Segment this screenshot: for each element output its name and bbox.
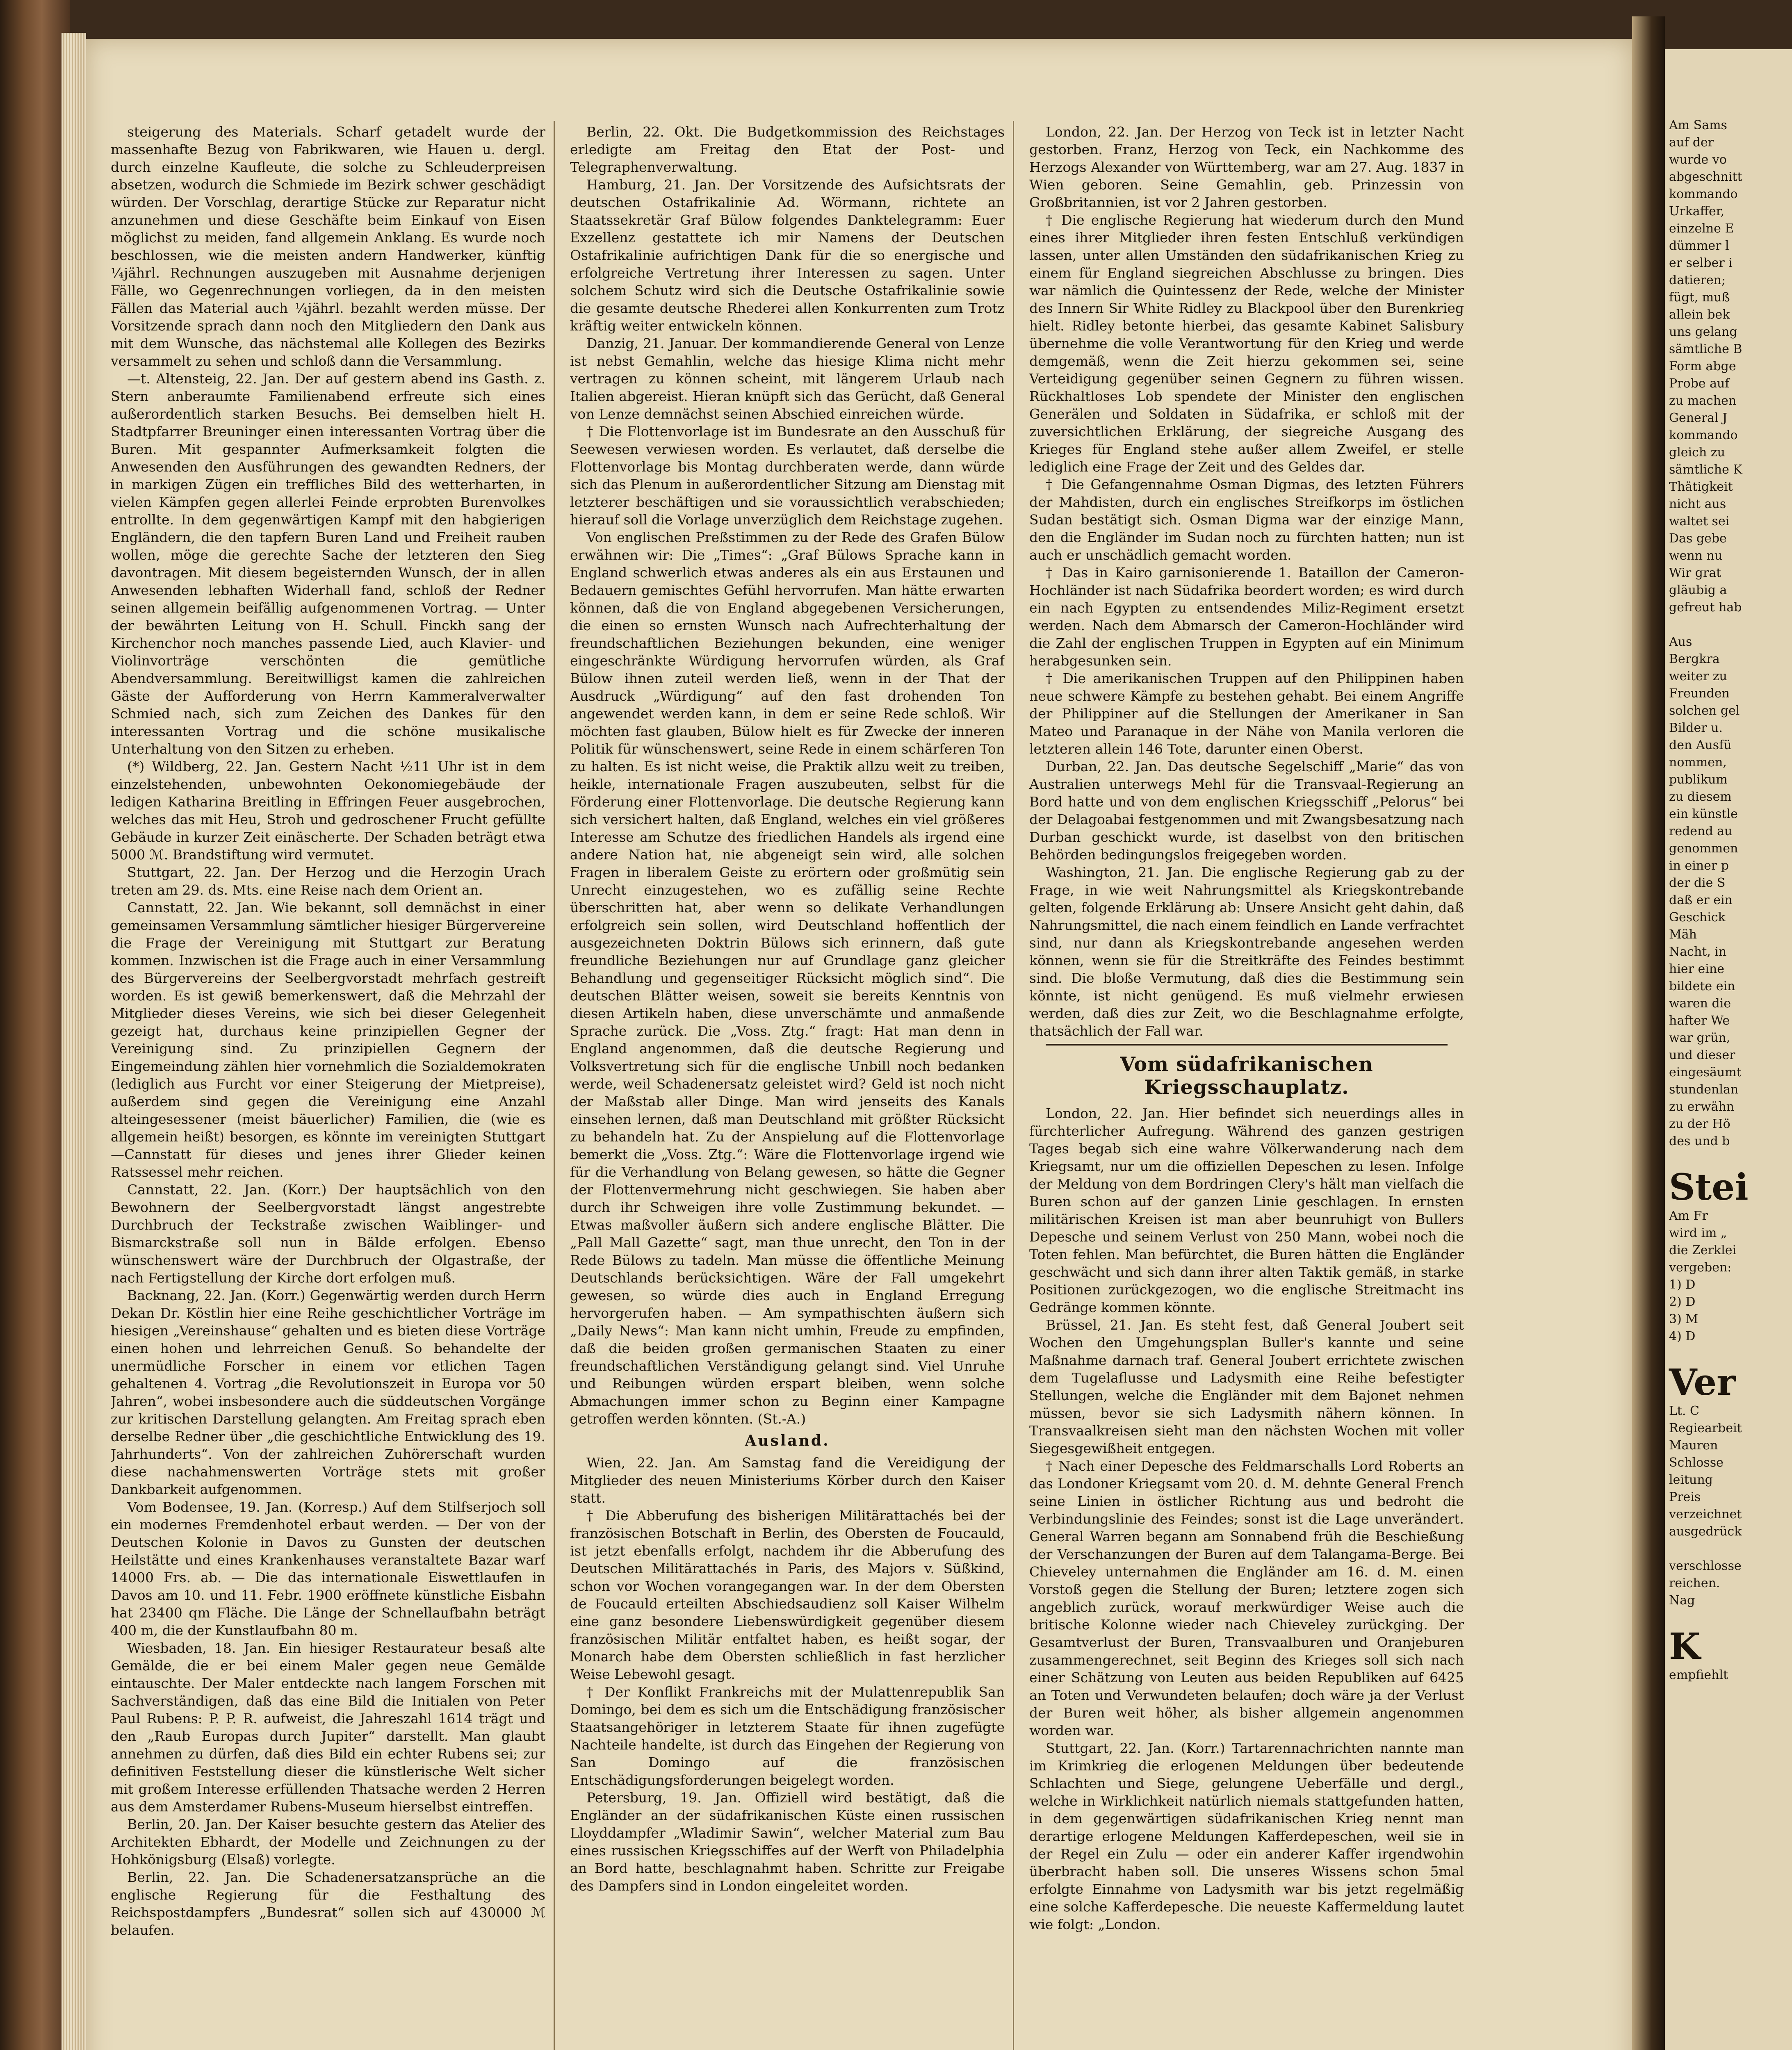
facing-page-line: reichen.	[1669, 1576, 1720, 1590]
section-divider	[1046, 1044, 1448, 1046]
facing-page-line: nicht aus	[1669, 497, 1726, 511]
article-paragraph: Stuttgart, 22. Jan. Der Herzog und die Herzogin Urach treten am 29. ds. Mts. eine Reise nach dem Orient an.	[111, 864, 545, 898]
article-paragraph: † Der Konflikt Frankreichs mit der Mulattenrepublik San Domingo, bei dem es sich um die Entschädigung französischer Staatsangehöriger in letzterem Staate für ihnen zugefügte Nachteile handelte, ist durch das Eingehen der Regierung von San Domingo auf die französischen Entschädigungsforderungen beigelegt worden.	[570, 1684, 1005, 1788]
facing-page-line: Bergkra	[1669, 652, 1720, 666]
facing-page-line: daß er ein	[1669, 893, 1733, 907]
article-paragraph: Cannstatt, 22. Jan. Wie bekannt, soll demnächst in einer gemeinsamen Versammlung sämtlicher hiesiger Bürgervereine die Frage der Vereinigung mit Stuttgart zur Beratung kommen. Inzwischen ist die Frage auch in einer Versammlung des Bürgervereins der Seelbergvorstadt mehrfach gestreift worden. Es ist gewiß bemerkenswert, daß die Mehrzahl der Mitglieder dieses Vereins, wie sich bei dieser Gelegenheit gezeigt hat, durchaus keine prinzipiellen Gegner der Vereinigung sind. Zu prinzipiellen Gegnern der Eingemeindung zählen hier vornehmlich die Sozialdemokraten (lediglich aus Furcht vor einer Steigerung der Mietpreise), außerdem sind gegen die Vereinigung eine Anzahl alteingesessener (meist bäuerlicher) Familien, die (wie es allgemein heißt) besorgen, es könnte im vereinigten Stuttgart—Cannstatt für dieses und jenes ihrer Glieder keinen Ratssessel mehr reichen.	[111, 900, 545, 1180]
facing-page-line: Form abge	[1669, 359, 1736, 374]
facing-page-line: verschlosse	[1669, 1559, 1742, 1573]
article-paragraph: Berlin, 22. Okt. Die Budgetkommission des Reichstages erledigte am Freitag den Etat der Post- und Telegraphenverwaltung.	[570, 124, 1005, 175]
facing-page-line: gleich zu	[1669, 445, 1725, 460]
facing-page-line: ein künstle	[1669, 807, 1738, 821]
facing-page-line: vergeben:	[1669, 1260, 1732, 1275]
facing-page-line: in einer p	[1669, 859, 1729, 873]
article-paragraph: † Das in Kairo garnisonierende 1. Bataillon der Cameron-Hochländer ist nach Südafrika beordert worden; es wird durch ein nach Egypten zu entsendendes Miliz-Regiment ersetzt werden. Nach dem Abmarsch der Cameron-Hochländer wird die Zahl der englischen Truppen in Egypten auf ein Minimum herabgesunken sein.	[1029, 565, 1464, 669]
article-paragraph: Berlin, 22. Jan. Die Schadenersatzansprüche an die englische Regierung für die Festhaltung des Reichspostdampfers „Bundesrat“ sollen sich auf 430000 ℳ belaufen.	[111, 1869, 545, 1938]
facing-page-line: Mäh	[1669, 927, 1697, 942]
facing-page-line: zu der Hö	[1669, 1117, 1730, 1131]
facing-page-line: Nacht, in	[1669, 945, 1727, 959]
facing-page-line: K	[1669, 1625, 1701, 1667]
article-paragraph: London, 22. Jan. Hier befindet sich neuerdings alles in fürchterlicher Aufregung. Während des ganzen gestrigen Tages begab sich eine wahre Völkerwanderung nach dem Kriegsamt, nur um die offiziellen Depeschen zu lesen. Infolge der Meldung von dem Bordringen Clery's hält man vielfach die Buren schon auf der ganzen Linie geschlagen. In ernsten militärischen Kreisen ist man aber beunruhigt von Bullers Depesche und seinem Verlust von 250 Mann, wobei noch die Toten fehlen. Man befürchtet, die Buren hätten die Engländer geschwächt und sich dann ihrer alten Taktik gemäß, in starke Positionen zurückgezogen, wo die englische Streitmacht ins Gedränge kommen könnte.	[1029, 1105, 1464, 1315]
article-paragraph: Vom Bodensee, 19. Jan. (Korresp.) Auf dem Stilfserjoch soll ein modernes Fremdenhotel erbaut werden. — Der von der Deutschen Kolonie in Davos zu Gunsten der deutschen Heilstätte und eines Krankenhauses veranstaltete Bazar warf 14000 Frs. ab. — Die das internationale Eiswettlaufen in Davos am 10. und 11. Febr. 1900 eröffnete künstliche Eisbahn hat 23400 qm Fläche. Die Länge der Schnellaufbahn beträgt 400 m, die der Kunstlaufbahn 80 m.	[111, 1499, 545, 1638]
facing-page-line: solchen gel	[1669, 704, 1740, 718]
article-paragraph: Danzig, 21. Januar. Der kommandierende General von Lenze ist nebst Gemahlin, welche das hiesige Klima nicht mehr vertragen zu können scheint, mit längerem Urlaub nach Italien abgereist. Hieran knüpft sich das Gerücht, daß General von Lenze demnächst seinen Abschied einreichen würde.	[570, 335, 1005, 422]
newspaper-page	[86, 39, 1632, 2050]
article-paragraph: Backnang, 22. Jan. (Korr.) Gegenwärtig werden durch Herrn Dekan Dr. Köstlin hier eine Reihe geschichtlicher Vorträge im hiesigen „Vereinshause“ gehalten und es bieten diese Vorträge einen hohen und lehrreichen Genuß. So behandelte der unermüdliche Forscher in einem vor etlichen Tagen gehaltenen 4. Vortrag „die Revolutionszeit in Europa vor 50 Jahren“, wobei insbesondere auch die süddeutschen Vorgänge zur kritischen Darstellung gelangten. Am Freitag sprach eben derselbe Redner über „die geschichtliche Entwicklung des 19. Jahrhunderts“. Von der zahlreichen Zuhörerschaft wurden diese nachahmenswerten Vorträge stets mit großer Dankbarkeit aufgenommen.	[111, 1287, 545, 1497]
facing-page-line: gefreut hab	[1669, 600, 1742, 615]
facing-page-line	[1669, 1540, 1792, 1558]
facing-page-line	[1669, 616, 1792, 633]
article-paragraph: † Die amerikanischen Truppen auf den Philippinen haben neue schwere Kämpfe zu bestehen gehabt. Bei einem Angriffe der Philippiner auf die Stellungen der Amerikaner in San Mateo und Paranaque in der Nähe von Manila verloren die letzteren allein 146 Tote, darunter einen Oberst.	[1029, 670, 1464, 757]
facing-page-line: wurde vo	[1669, 153, 1727, 167]
facing-page-line: allein bek	[1669, 308, 1730, 322]
article-paragraph: Wiesbaden, 18. Jan. Ein hiesiger Restaurateur besaß alte Gemälde, die er bei einem Maler gegen neue Gemälde eintauschte. Der Maler entdeckte nach langem Forschen mit Sachverständigen, daß das eine Bild die Initialen von Peter Paul Rubens: P. P. R. aufweist, die Jahreszahl 1614 trägt und den „Raub Europas durch Jupiter“ darstellt. Man glaubt annehmen zu dürfen, daß dies Bild ein echter Rubens sei; zur definitiven Feststellung dieser die künstlerische Welt sicher mit großem Interesse erfüllenden Thatsache werden 2 Herren aus dem Amsterdamer Rubens-Museum hierselbst eintreffen.	[111, 1640, 545, 1815]
article-paragraph: Stuttgart, 22. Jan. (Korr.) Tartarennachrichten nannte man im Krimkrieg die erlogenen Meldungen über bedeutende Schlachten und Siege, gelungene Ueberfälle und dergl., welche in Wirklichkeit natürlich niemals stattgefunden hatten, in dem gegenwärtigen südafrikanischen Krieg nennt man derartige erlogene Meldungen Kafferdepeschen, weil sie in der Regel ein Zulu — oder ein anderer Kaffer irgendwohin überbracht haben soll. Die unseres Wissens schon 5mal erfolgte Einnahme von Ladysmith war bis jetzt regelmäßig eine solche Kafferdepesche. Die neueste Kaffermeldung lautet wie folgt: „London.	[1029, 1740, 1464, 1932]
column-3	[1029, 123, 1464, 2050]
facing-page-line: eingesäumt	[1669, 1065, 1742, 1080]
article-paragraph: Hamburg, 21. Jan. Der Vorsitzende des Aufsichtsrats der deutschen Ostafrikalinie Ad. Wörmann, richtete an Staatssekretär Graf Bülow folgendes Danktelegramm: Euer Exzellenz gestattete ich mir Namens der Deutschen Ostafrikalinie aufrichtigen Dank für die so energische und erfolgreiche Vertretung ihrer Interessen zu sagen. Unter solchem Schutz wird sich die Deutsche Ostafrikalinie sowie die gesamte deutsche Rhederei allen Konkurrenten zum Trotz kräftig weiter entwickeln können.	[570, 177, 1005, 334]
facing-page-line: 4) D	[1669, 1329, 1696, 1344]
facing-page-line: Preis	[1669, 1490, 1701, 1504]
section-heading: Vom südafrikanischen Kriegsschauplatz.	[1120, 1053, 1373, 1099]
facing-page-line: sämtliche K	[1669, 462, 1742, 477]
facing-page-line: Lt. C	[1669, 1404, 1700, 1418]
article-paragraph: † Die Gefangennahme Osman Digmas, des letzten Führers der Mahdisten, durch ein englisches Streifkorps im östlichen Sudan bestätigt sich. Osman Digma war der einzige Mann, den die Engländer im Sudan noch zu fürchten hatten; nun ist auch er unschädlich gemacht worden.	[1029, 476, 1464, 563]
facing-page-line: Probe auf	[1669, 376, 1730, 391]
column-1	[111, 123, 545, 2050]
facing-page-line: zu machen	[1669, 394, 1737, 408]
facing-page-line: Wir grat	[1669, 566, 1721, 580]
facing-page-line: bildete ein	[1669, 979, 1735, 993]
column-rule	[554, 121, 555, 2050]
article-paragraph: † Die Flottenvorlage ist im Bundesrate an den Ausschuß für Seewesen verwiesen worden. Es verlautet, daß derselbe die Flottenvorlage bis Montag durchberaten werde, dann würde sich das Plenum in außerordentlicher Sitzung am Dienstag mit letzterer beschäftigen und sie voraussichtlich verabschieden; hierauf soll die Vorlage unverzüglich dem Reichstage zugehen.	[570, 424, 1005, 528]
page-stack-edge	[62, 33, 86, 2050]
facing-page-line: der die S	[1669, 876, 1726, 890]
facing-page-line: Stei	[1669, 1166, 1749, 1208]
facing-page-line: Freunden	[1669, 686, 1730, 701]
facing-page-line: einzelne E	[1669, 221, 1734, 236]
facing-page-line: wenn nu	[1669, 549, 1723, 563]
facing-page-line: Thätigkeit	[1669, 480, 1733, 494]
article-paragraph: (*) Wildberg, 22. Jan. Gestern Nacht ½11 Uhr ist in dem einzelstehenden, unbewohnten Oekonomiegebäude der ledigen Katharina Breitling in Effringen Feuer ausgebrochen, welches das mit Heu, Stroh und gedroschener Frucht gefüllte Gebäude in kurzer Zeit einäscherte. Der Schaden beträgt etwa 5000 ℳ. Brandstiftung wird vermutet.	[111, 758, 545, 863]
facing-page-line: genommen	[1669, 841, 1738, 856]
facing-page-line: Das gebe	[1669, 531, 1727, 546]
facing-page-line: hier eine	[1669, 962, 1724, 976]
facing-page-line: Urkaffer,	[1669, 204, 1725, 219]
facing-page-line: Geschick	[1669, 910, 1726, 925]
facing-page-fragment	[1665, 49, 1792, 2050]
facing-page-line: zu erwähn	[1669, 1100, 1734, 1114]
facing-page-text	[1669, 49, 1792, 1684]
facing-page-line: kommando	[1669, 428, 1738, 442]
article-paragraph: Berlin, 20. Jan. Der Kaiser besuchte gestern das Atelier des Architekten Ebhardt, der Modelle und Zeichnungen zu der Hohkönigsburg (Elsaß) vorlegte.	[111, 1816, 545, 1868]
facing-page-line: 2) D	[1669, 1295, 1696, 1309]
facing-page-line: leitung	[1669, 1473, 1713, 1487]
book-gutter	[1632, 16, 1665, 2050]
facing-page-line: und dieser	[1669, 1048, 1735, 1062]
facing-page-line: hafter We	[1669, 1014, 1730, 1028]
article-paragraph: † Die Abberufung des bisherigen Militärattachés bei der französischen Botschaft in Berlin, des Obersten de Foucauld, ist jetzt ebenfalls erfolgt, nachdem ihr die Abberufung des Deutschen Militärattachés in Paris, des Majors v. Süßkind, schon vor Wochen vorangegangen war. In der dem Obersten de Foucauld erteilten Abschiedsaudienz soll Kaiser Wilhelm eine ganz besondere Liebenswürdigkeit gegenüber diesem französischen Militär entfaltet haben, es heißt sogar, der Monarch habe dem Obersten schließlich in fast herzlicher Weise Lebewohl gesagt.	[570, 1508, 1005, 1682]
facing-page-line: des und b	[1669, 1134, 1730, 1148]
facing-page-line: war grün,	[1669, 1031, 1730, 1045]
facing-page-line: empfiehlt	[1669, 1668, 1728, 1682]
article-paragraph: —t. Altensteig, 22. Jan. Der auf gestern abend ins Gasth. z. Stern anberaumte Familienabend erfreute sich eines außerordentlich starken Besuchs. Bei demselben hielt H. Stadtpfarrer Breuninger einen interessanten Vortrag über die Buren. Mit gespannter Aufmerksamkeit folgten die Anwesenden den Ausführungen des gewandten Redners, der in markigen Zügen ein treffliches Bild des wetterharten, in vielen Kämpfen gegen allerlei Feinde erprobten Burenvolkes entrollte. In dem gegenwärtigen Kampf mit den habgierigen Engländern, die den tapfern Buren Land und Freiheit rauben wollen, möge die gerechte Sache der letzteren den Sieg davontragen. Mit diesem begeisternden Wunsch, der in allen Anwesenden lebhaften Widerhall fand, schloß der Redner seinen allgemein beifällig aufgenommenen Vortrag. — Unter der bewährten Leitung von H. Schull. Finckh sang der Kirchenchor noch manches passende Lied, auch Klavier- und Violinvorträge verschönten die gemütliche Abendversammlung. Bereitwilligst kamen die zahlreichen Gäste der Aufforderung von Herrn Kammeralverwalter Schmied nach, sich zum Zeichen des Dankes für den interessanten Vortrag und die schöne musikalische Unterhaltung von den Sitzen zu erheben.	[111, 371, 545, 757]
article-paragraph: Petersburg, 19. Jan. Offiziell wird bestätigt, daß die Engländer an der südafrikanischen Küste einen russischen Lloyddampfer „Wladimir Sawin“, welcher Material zum Bau eines russischen Kriegsschiffes auf der Werft von Philadelphia an Bord hatte, beschlagnahmt haben. Schritte zur Freigabe des Dampfers sind in London eingeleitet worden.	[570, 1790, 1005, 1894]
facing-page-line: fügt, muß	[1669, 290, 1730, 305]
facing-page-line: Mauren	[1669, 1438, 1718, 1453]
column-2	[570, 123, 1005, 2050]
facing-page-line: Schlosse	[1669, 1456, 1724, 1470]
article-paragraph: Wien, 22. Jan. Am Samstag fand die Vereidigung der Mitglieder des neuen Ministeriums Körber durch den Kaiser statt.	[570, 1455, 1005, 1506]
facing-page-line: redend au	[1669, 824, 1733, 838]
facing-page-line: waltet sei	[1669, 514, 1730, 528]
facing-page-line: die Zerklei	[1669, 1243, 1737, 1257]
facing-page-line: uns gelang	[1669, 325, 1737, 339]
facing-page-line: wird im „	[1669, 1226, 1727, 1240]
facing-page-line: General J	[1669, 411, 1728, 425]
facing-page-line: kommando	[1669, 187, 1738, 201]
facing-page-line: sämtliche B	[1669, 342, 1742, 356]
facing-page-line: verzeichnet	[1669, 1507, 1742, 1522]
article-paragraph: Von englischen Preßstimmen zu der Rede des Grafen Bülow erwähnen wir: Die „Times“: „Graf Bülows Sprache kann in England schwerlich etwas anderes als ein aus Erstaunen und Bedauern gemischtes Gefühl hervorrufen. Man hätte erwarten können, daß die von England abgegebenen Versicherungen, die einen so ernsten Wunsch nach Aufrechterhaltung der freundschaftlichen Beziehungen bekunden, eine weniger eingeschränkte Würdigung hervorrufen würden, als Graf Bülow ihnen zuteil werden ließ, wenn in der That der Ausdruck „Würdigung“ auf den fast drohenden Ton angewendet werden kann, in dem er seine Rede schloß. Wir möchten fast glauben, Bülow hielt es für Zwecke der inneren Politik für wünschenswert, seine Rede in einem schärferen Ton zu halten. Es ist nicht weise, die Praktik allzu weit zu treiben, heikle, internationale Fragen auszubeuten, selbst für die Förderung einer Flottenvorlage. Die deutsche Regierung kann sich versichert halten, daß England, welches ein viel größeres Interesse am Schutze des friedlichen Handels als irgend eine andere Nation hat, nie abgeneigt sein wird, alle solchen Fragen in liberalem Geiste zu erörtern oder großmütig sein Unrecht einzugestehen, wo es zufällig seine Rechte überschritten hat, aber wenn so delikate Verhandlungen erfolgreich sein sollen, wird Deutschland hoffentlich der ausgezeichneten Doktrin Bülows sich erinnern, daß gute freundliche Beziehungen nur auf Grundlage ganz gleicher Behandlung und gegenseitiger Rücksicht möglich sind“. Die deutschen Blätter weisen, soweit sie bereits Kenntnis von diesen Artikeln haben, diese unverschämte und anmaßende Sprache zurück. Die „Voss. Ztg.“ fragt: Hat man denn in England angenommen, daß die deutsche Regierung und Volksvertretung sich für die englische Unbill noch bedanken werde, weil Schadenersatz geleistet wird? Geld ist noch nicht der Maßstab aller Dinge. Man wird jenseits des Kanals einsehen lernen, daß man Deutschland mit größter Rücksicht zu behandeln hat. Zu der Anspielung auf die Flottenvorlage bemerkt die „Voss. Ztg.“: Wäre die Flottenvorlage irgend wie für die Verhandlung von Belang gewesen, so hätte die Gegner der Flottenvermehrung nicht geschwiegen. Sie haben aber durch ihr Schweigen ihre volle Zustimmung bekundet. — Etwas maßvoller äußern sich andere englische Blätter. Die „Pall Mall Gazette“ sagt, man thue unrecht, den Ton in der Rede Bülows zu tadeln. Man müsse die öffentliche Meinung Deutschlands berücksichtigen. Wäre der Fall umgekehrt gewesen, so würde dies auch in England Erregung hervorgerufen haben. — Am sympathischten äußern sich „Daily News“: Man kann nicht umhin, Freude zu empfinden, daß die beiden großen germanischen Staaten zu einer freundschaftlichen Verständigung gelangt sind. Viel Unruhe und Reibungen würden erspart bleiben, wenn solche Abmachungen immer schon zu Beginn einer Kampagne getroffen werden könnten. (St.-A.)	[570, 529, 1005, 1427]
article-paragraph: Durban, 22. Jan. Das deutsche Segelschiff „Marie“ das von Australien unterwegs Mehl für die Transvaal-Regierung an Bord hatte und von dem englischen Kriegsschiff „Pelorus“ bei der Delagoabai festgenommen und mit Zwangsbesatzung nach Durban geschickt wurde, ist daselbst von den britischen Behörden bedingungslos freigegeben worden.	[1029, 758, 1464, 863]
facing-page-line: auf der	[1669, 135, 1714, 150]
facing-page-line: weiter zu	[1669, 669, 1727, 683]
article-paragraph: † Nach einer Depesche des Feldmarschalls Lord Roberts an das Londoner Kriegsamt vom 20. d. M. dehnte General French seine Linien in östlicher Richtung aus und bedroht die Verbindungslinie des Feindes; sonst ist die Lage unverändert. General Warren begann am Sonnabend früh die Beschießung der Verschanzungen der Buren auf dem Talangama-Berge. Bei Chieveley unternahmen die Engländer am 16. d. M. einen Vorstoß gegen die Stellung der Buren; letztere zogen sich angeblich zurück, worauf merkwürdiger Weise auch die britische Kolonne wieder nach Chieveley zurückging. Der Gesamtverlust der Buren, Transvaalburen und Oranjeburen zusammengerechnet, seit Beginn des Krieges soll sich nach einer Schätzung von Leuten aus beiden Republiken auf 6425 an Toten und Verwundeten belaufen; doch wäre ja der Verlust der Buren weit höher, als bisher allgemein angenommen worden war.	[1029, 1458, 1464, 1738]
article-paragraph: Washington, 21. Jan. Die englische Regierung gab zu der Frage, in wie weit Nahrungsmittel als Kriegskontrebande gelten, folgende Erklärung ab: Unsere Ansicht geht dahin, daß Nahrungsmittel, die nach einem feindlich en Lande verfrachtet sind, nur dann als Kriegskontrebande angesehen werden können, wenn sie für die Streitkräfte des Feindes bestimmt sind. Die bloße Vermutung, daß dies die Bestimmung sein könnte, ist nicht genügend. Es muß vielmehr erwiesen werden, daß dies zur Zeit, wo die Beschlagnahme erfolgte, thatsächlich der Fall war.	[1029, 864, 1464, 1039]
facing-page-line: Am Fr	[1669, 1209, 1708, 1223]
facing-page-line: dümmer l	[1669, 239, 1729, 253]
facing-page-line: Nag	[1669, 1593, 1695, 1608]
facing-page-line: zu diesem	[1669, 790, 1732, 804]
article-paragraph: † Die englische Regierung hat wiederum durch den Mund eines ihrer Mitglieder ihren festen Entschluß verkündigen lassen, unter allen Umständen den südafrikanischen Krieg zu einem für England siegreichen Abschlusse zu bringen. Dies war nämlich die Quintessenz der Rede, welche der Minister des Innern Sir White Ridley zu Blackpool über den Burenkrieg hielt. Ridley betonte hierbei, das gesamte Kabinet Salisbury übernehme die volle Verantwortung für den Krieg und werde demgemäß, wenn die Zeit hierzu gekommen sei, seine Verteidigung gegenüber seinen Gegnern zu führen wissen. Rückhaltloses Lob spendete der Minister den englischen Generälen und Soldaten in Südafrika, er schloß mit der zuversichtlichen Erklärung, der siegreiche Ausgang des Krieges für England stehe außer allem Zweifel, er stelle lediglich eine Frage der Zeit und des Geldes dar.	[1029, 212, 1464, 475]
facing-page-line: publikum	[1669, 772, 1728, 787]
facing-page-line: Aus	[1669, 635, 1692, 649]
facing-page-line: Am Sams	[1669, 118, 1727, 132]
facing-page-line: stundenlan	[1669, 1082, 1739, 1097]
facing-page-line: ausgedrück	[1669, 1524, 1742, 1539]
facing-page-line: nommen,	[1669, 755, 1727, 770]
facing-page-line: 1) D	[1669, 1278, 1696, 1292]
facing-page-line: Regiearbeit	[1669, 1421, 1742, 1435]
facing-page-line: den Ausfü	[1669, 738, 1732, 752]
column-rule	[1013, 121, 1014, 2050]
facing-page-line: datieren;	[1669, 273, 1726, 287]
book-binding	[0, 0, 70, 2050]
facing-page-line: 3) M	[1669, 1312, 1699, 1326]
article-paragraph: London, 22. Jan. Der Herzog von Teck ist in letzter Nacht gestorben. Franz, Herzog von Teck, ein Nachkomme des Herzogs Alexander von Württemberg, war am 27. Aug. 1837 in Wien geboren. Seine Gemahlin, geb. Prinzessin von Großbritannien, ist vor 2 Jahren gestorben.	[1029, 124, 1464, 210]
facing-page-line: waren die	[1669, 996, 1731, 1011]
article-paragraph: Brüssel, 21. Jan. Es steht fest, daß General Joubert seit Wochen den Umgehungsplan Buller's kannte und seine Maßnahme darnach traf. General Joubert errichtete zwischen dem Tugelaflusse und Ladysmith eine Reihe befestigter Stellungen, welche die Engländer mit dem Bajonet nehmen müssen, bevor sie sich Ladysmith nähern können. In Transvaalkreisen sieht man den nächsten Wochen mit voller Siegesgewißheit entgegen.	[1029, 1317, 1464, 1456]
article-paragraph: steigerung des Materials. Scharf getadelt wurde der massenhafte Bezug von Fabrikwaren, wie Hauen u. dergl. durch einzelne Kaufleute, die solche zu Schleuderpreisen absetzen, wodurch die Schmiede im Bezirk schwer geschädigt würden. Der Vorschlag, derartige Stücke zur Reparatur nicht anzunehmen und diese Geschäfte beim Einkauf von Eisen möglichst zu meiden, fand allgemein Anklang. Es wurde noch beschlossen, wie die meisten andern Handwerker, künftig ¼jährl. Rechnungen auszugeben mit Ausnahme derjenigen Fälle, wo Gegenrechnungen vorliegen, da in den meisten Fällen das Material auch ¼jährl. bezahlt werden müsse. Der Vorsitzende sprach dann noch den Mitgliedern den Dank aus mit dem Wunsche, das nächstemal alle Kollegen des Bezirks versammelt zu sehen und schloß dann die Versammlung.	[111, 124, 545, 369]
section-heading: Ausland.	[745, 1432, 830, 1449]
facing-page-line: gläubig a	[1669, 583, 1727, 597]
facing-page-line: Ver	[1669, 1361, 1736, 1403]
facing-page-line: abgeschnitt	[1669, 170, 1742, 184]
article-paragraph: Cannstatt, 22. Jan. (Korr.) Der hauptsächlich von den Bewohnern der Seelbergvorstadt längst angestrebte Durchbruch der Teckstraße zwischen Waiblinger- und Bismarckstraße soll nun in Bälde erfolgen. Ebenso wünschenswert wäre der Durchbruch der Olgastraße, der nach Fertigstellung der Kirche dort erfolgen muß.	[111, 1182, 545, 1286]
facing-page-line: Bilder u.	[1669, 721, 1723, 735]
facing-page-line: er selber i	[1669, 256, 1733, 270]
